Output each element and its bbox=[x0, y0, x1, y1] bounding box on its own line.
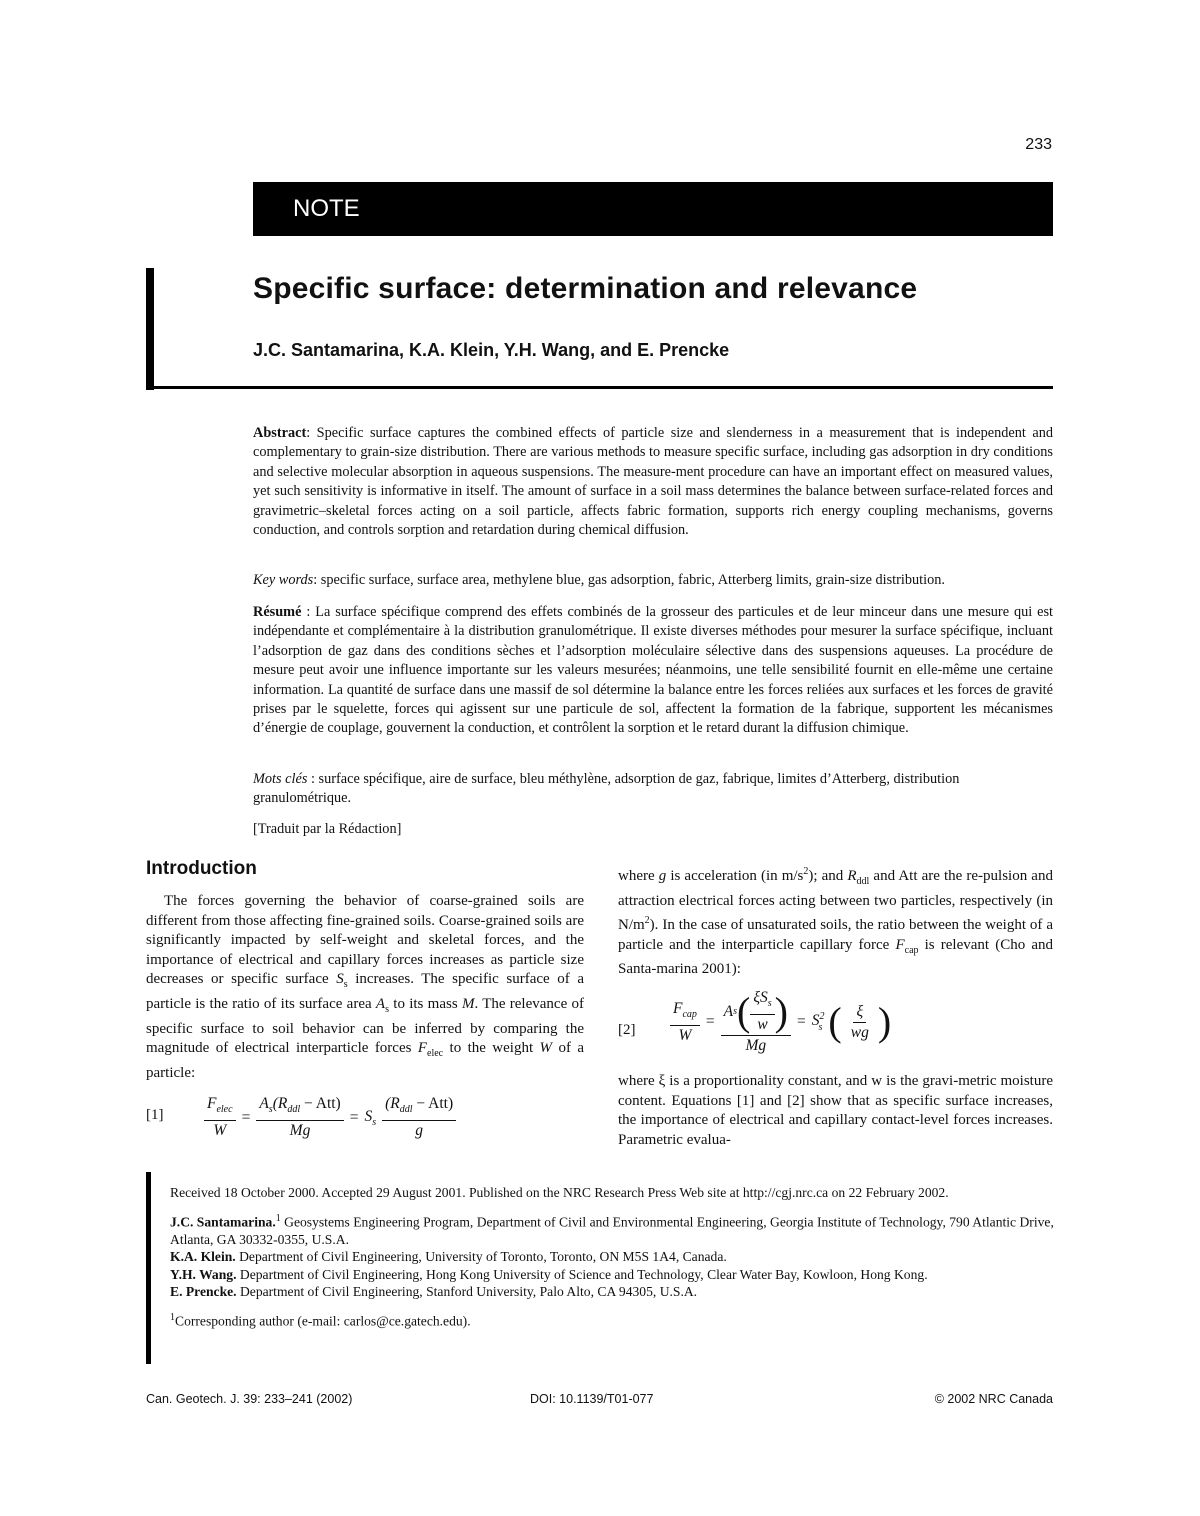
symbol: S bbox=[336, 971, 344, 988]
right-paren: ) bbox=[774, 988, 788, 1034]
symbol: M bbox=[461, 995, 475, 1012]
symbol: A bbox=[723, 1002, 734, 1020]
subscript: cap bbox=[904, 944, 919, 956]
article-authors: J.C. Santamarina, K.A. Klein, Y.H. Wang, and E. Prencke bbox=[253, 340, 730, 360]
equals-sign: = bbox=[705, 1013, 715, 1031]
symbol: S bbox=[364, 1107, 373, 1125]
symbol: A bbox=[259, 1095, 269, 1112]
superscript: 2 bbox=[803, 866, 809, 877]
intro-paragraph-right-top bbox=[618, 862, 1053, 980]
symbol: F bbox=[207, 1095, 217, 1112]
left-paren: ( bbox=[828, 999, 842, 1045]
affiliation bbox=[170, 1266, 1055, 1284]
equation-1 bbox=[204, 1094, 456, 1141]
text-run: ). In the case of unsaturated soils, the ratio between the weight of a particle and the interparticle capillary force bbox=[618, 917, 1053, 953]
symbol: F bbox=[673, 999, 683, 1017]
subscript: ddl bbox=[856, 876, 870, 887]
symbol: Mg bbox=[289, 1122, 311, 1140]
symbol: S bbox=[811, 1012, 820, 1030]
eq2-inner-fraction bbox=[750, 988, 774, 1035]
symbol: W bbox=[539, 1040, 553, 1057]
text-run: . The relevance of specific surface to soil behavior can be inferred by comparing the magnitude of electrical interparticle forces bbox=[146, 995, 585, 1057]
title-bottom-rule bbox=[146, 386, 1053, 389]
superscript: 2 bbox=[644, 915, 650, 927]
text-run: to its mass bbox=[389, 995, 462, 1012]
keywords-label: Key words bbox=[253, 572, 314, 588]
text-run: and Att are the re-pulsion and attraction electrical forces acting between two particles, respectively (in N/m bbox=[618, 868, 1053, 934]
footnote-marker: 1 bbox=[170, 1311, 175, 1323]
subscript: s bbox=[733, 1005, 738, 1017]
symbol: A bbox=[375, 995, 386, 1012]
affiliation-name: J.C. Santamarina. bbox=[170, 1214, 276, 1230]
affiliation-text: Department of Civil Engineering, Hong Kong University of Science and Technology, Clear Water Bay, Kowloon, Hong Kong. bbox=[236, 1266, 928, 1282]
symbol: (R bbox=[385, 1095, 400, 1112]
mots-cles-label: Mots clés bbox=[253, 771, 308, 787]
symbol: w bbox=[757, 1016, 768, 1034]
subscript: ddl bbox=[287, 1104, 301, 1116]
resume bbox=[253, 603, 1053, 739]
eq1-middle bbox=[256, 1094, 343, 1141]
eq1-lhs bbox=[204, 1094, 236, 1141]
affiliation bbox=[170, 1283, 1055, 1301]
equals-sign: = bbox=[241, 1108, 251, 1126]
mots-cles bbox=[253, 770, 1053, 809]
symbol: F bbox=[417, 1040, 428, 1057]
text-run: where bbox=[618, 868, 659, 884]
eq1-rhs-lead bbox=[364, 1108, 376, 1128]
equals-sign: = bbox=[349, 1108, 359, 1126]
subscript: elec bbox=[427, 1048, 444, 1060]
footnotes bbox=[170, 1184, 1055, 1330]
text-run: ); and bbox=[808, 868, 848, 884]
symbol: (R bbox=[272, 1095, 288, 1112]
symbol: ξS bbox=[753, 989, 768, 1006]
footnote-marker: 1 bbox=[275, 1212, 281, 1224]
subscript: ddl bbox=[399, 1104, 413, 1116]
abstract-text: : Specific surface captures the combined effects of particle size and slenderness in a measurement that is independent and complementary to grain-size distribution. There are various methods to measure specific surface, including gas adsorption in dry conditions and selective molecular absorption in aqueous suspensions. The measure-ment procedure can have an important effect on measured values, yet such sensitivity is informative in itself. The amount of surface in a soil mass determines the balance between surface-related forces and gravimetric–skeletal forces acting on a soil particle, affects fabric formation, supports rich energy coupling mechanisms, governs conduction, and controls sorption and retardation during chemical diffusion. bbox=[253, 425, 1053, 539]
eq2-middle bbox=[721, 988, 791, 1056]
subscript: s bbox=[767, 998, 772, 1010]
footnote-side-rule bbox=[146, 1172, 151, 1364]
text-run: is relevant (Cho and Santa-marina 2001): bbox=[618, 936, 1053, 978]
subscript: s bbox=[268, 1104, 273, 1116]
text-run: to the weight bbox=[443, 1040, 540, 1057]
resume-label: Résumé bbox=[253, 604, 302, 620]
eq2-rhs-lead bbox=[812, 1011, 823, 1032]
section-banner bbox=[253, 182, 1053, 236]
right-paren: ) bbox=[877, 999, 892, 1045]
footer-copyright: © 2002 NRC Canada bbox=[934, 1392, 1053, 1406]
resume-text: : La surface spécifique comprend des effets combinés de la grosseur des particules et de leur minceur dans une mesure qui est indépendante et complémentaire à la distribution granulométrique. Il existe diverses méthodes pour mesurer la surface spécifique, incluant l’adsorption de gaz dans des conditions sèches et l’adsorption moléculaire sélective dans des suspensions aqueuses. La procédure de mesure peut avoir une influence importante sur les valeurs mesurées; néanmoins, une telle sensibilité fournit en elle-même une certaine information. La quantité de surface dans une massif de sol détermine la balance entre les forces reliées aux surfaces et les forces de gravité prises par le squelette, forces qui agissent sur une particule de sol, affectent la formation de la fabrique, supportent les mécanismes d’énergie de couplage, gouvernent la conduction, et contrôlent la sorption et le retard durant la diffusion chimique. bbox=[253, 604, 1053, 737]
affiliation-text: Geosystems Engineering Program, Department of Civil and Environmental Engineering, Georgia Institute of Technology, 790 Atlantic Drive, Atlanta, GA 30332-0355, U.S.A. bbox=[170, 1214, 1054, 1247]
text-run: increases. The specific surface of a particle is the ratio of its surface area bbox=[146, 971, 584, 1012]
eq2-lhs bbox=[670, 999, 700, 1046]
subscript: s bbox=[818, 1021, 823, 1033]
footer-journal: Can. Geotech. J. 39: 233–241 (2002) bbox=[146, 1392, 353, 1406]
mots-cles-text: : surface spécifique, aire de surface, bleu méthylène, adsorption de gaz, fabrique, limites d’Atterberg, distribution granulométrique. bbox=[253, 771, 960, 807]
text-run: The forces governing the behavior of coarse-grained soils are different from those affecting fine-grained soils. Coarse-grained soils are significantly impacted by self-weight and skeletal forces, and the importance of electrical and capillary forces increases as particle size decreases or specific surface bbox=[146, 893, 584, 988]
eq1-rhs bbox=[382, 1094, 456, 1141]
symbol: W bbox=[678, 1026, 692, 1044]
affiliation-text: Department of Civil Engineering, University of Toronto, Toronto, ON M5S 1A4, Canada. bbox=[235, 1249, 727, 1265]
symbol: g bbox=[415, 1122, 424, 1140]
page-number: 233 bbox=[1025, 136, 1052, 153]
intro-paragraph-right-bottom: where ξ is a proportionality constant, and w is the gravi-metric moisture content. Equations [1] and [2] show that as specific surface increases, the importance of electrical and capillary contact-level forces increases. Parametric evalua- bbox=[618, 1073, 1053, 1148]
affiliation bbox=[170, 1248, 1055, 1266]
translation-note: [Traduit par la Rédaction] bbox=[253, 821, 402, 837]
equals-sign: = bbox=[797, 1013, 806, 1031]
eq2-rhs bbox=[848, 1002, 872, 1043]
abstract-label: Abstract bbox=[253, 425, 307, 441]
article-title: Specific surface: determination and relevance bbox=[253, 272, 918, 305]
symbol: − Att) bbox=[412, 1095, 454, 1112]
symbol: wg bbox=[850, 1023, 869, 1041]
affiliation-name: E. Prencke. bbox=[170, 1284, 237, 1300]
footer-doi: DOI: 10.1139/T01-077 bbox=[530, 1392, 654, 1406]
equation-2-number: [2] bbox=[618, 1022, 636, 1038]
corresponding-author bbox=[170, 1309, 1055, 1330]
symbol: g bbox=[658, 868, 667, 884]
symbol: ξ bbox=[853, 1002, 866, 1023]
superscript: 2 bbox=[819, 1011, 825, 1023]
symbol: W bbox=[213, 1122, 227, 1140]
equation-1-number: [1] bbox=[146, 1107, 164, 1123]
keywords-text: : specific surface, surface area, methylene blue, gas adsorption, fabric, Atterberg limits, grain-size distribution. bbox=[313, 572, 945, 588]
intro-paragraph-left bbox=[146, 892, 584, 1083]
affiliation-text: Department of Civil Engineering, Stanford University, Palo Alto, CA 94305, U.S.A. bbox=[236, 1284, 698, 1300]
subscript: s bbox=[385, 1003, 389, 1015]
text-run: is acceleration (in m/s bbox=[666, 868, 804, 884]
subscript: s bbox=[372, 1116, 377, 1128]
symbol: Mg bbox=[745, 1037, 767, 1055]
abstract bbox=[253, 424, 1053, 540]
symbol: R bbox=[847, 868, 857, 884]
corresponding-text: Corresponding author (e-mail: carlos@ce.gatech.edu). bbox=[175, 1313, 471, 1329]
received-note: Received 18 October 2000. Accepted 29 August 2001. Published on the NRC Research Press Web site at http://cgj.nrc.ca on 22 February 2002. bbox=[170, 1185, 949, 1200]
title-side-rule bbox=[146, 268, 154, 390]
equation-2 bbox=[670, 988, 891, 1056]
subscript: elec bbox=[216, 1104, 233, 1116]
keywords bbox=[253, 571, 1053, 590]
section-label: NOTE bbox=[293, 195, 360, 222]
text-run: of a particle: bbox=[146, 1040, 584, 1081]
subscript: s bbox=[343, 979, 348, 991]
left-paren: ( bbox=[737, 988, 751, 1034]
subscript: cap bbox=[682, 1008, 697, 1020]
affiliation-name: K.A. Klein. bbox=[170, 1249, 236, 1265]
affiliation bbox=[170, 1210, 1055, 1249]
introduction-heading: Introduction bbox=[146, 858, 257, 879]
affiliation-name: Y.H. Wang. bbox=[170, 1266, 237, 1282]
symbol: − Att) bbox=[300, 1095, 341, 1112]
symbol: F bbox=[895, 936, 905, 953]
